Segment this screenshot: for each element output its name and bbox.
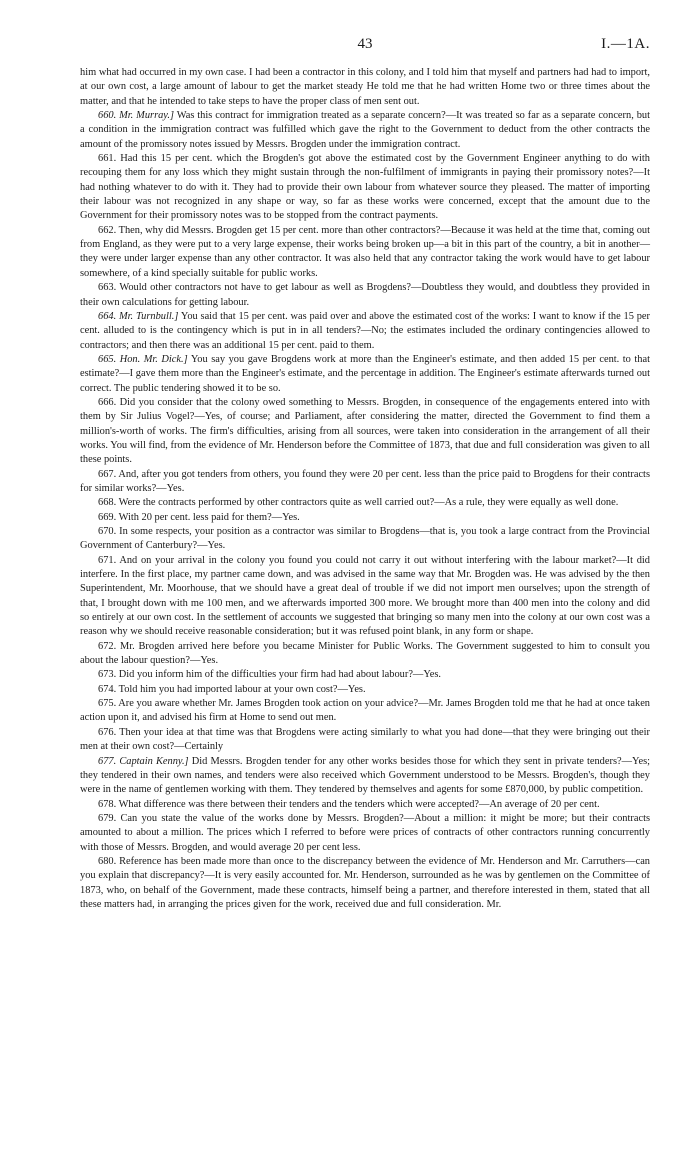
paragraph	[80, 310, 650, 353]
paragraph-text: 662. Then, why did Messrs. Brogden get 15 per cent. more than other contractors?—Because it was held at the time that, coming out from England, as they were put to a very large expense, their works being broken up—a bit in this part of the country, a bit in another—they were under larger expense than any other contractor. It was also held that any contractor taking the work would have to get labour somewhere, of a kind specially suitable for public works.	[80, 224, 650, 279]
paragraph-text: 668. Were the contracts performed by other contractors quite as well carried out?—As a rule, they were equally as well done.	[98, 497, 619, 509]
paragraph	[80, 152, 650, 224]
speaker-label: 664. Mr. Turnbull.]	[98, 310, 179, 322]
page-number: 43	[357, 36, 373, 52]
paragraph-text: 674. Told him you had imported labour at your own cost?—Yes.	[98, 683, 366, 695]
paragraph	[80, 353, 650, 396]
paragraph-text: 676. Then your idea at that time was that Brogdens were acting similarly to what you had done—that they were bringing out their men at their own cost?—Certainly	[80, 726, 650, 753]
paragraph-text: You said that 15 per cent. was paid over and above the estimated cost of the works: I want to know if the 15 per cent. alluded to is the contingency which is put in in all tenders?—No; the estimates included the ordinary contingencies allowed to contractors; and then there was an additional 15 per cent. paid to them.	[80, 310, 651, 351]
paragraph-text: 670. In some respects, your position as a contractor was similar to Brogdens—that is, you took a large contract from the Provincial Government of Canterbury?—Yes.	[80, 526, 650, 552]
paragraph-text: 661. Had this 15 per cent. which the Brogden's got above the estimated cost by the Government Engineer anything to do with recouping them for any loss which they might sustain through the non-fulfilment of immigrants in paying their promissory notes?—It had nothing whatever to do with it. They had to provide their own labour from whatever source they pleased. The matter of importing their labour was not recognized in any shape or way, so far as these works were concerned, except that the amount due to the Government for their promissory notes was to be stopped from the contract payments.	[80, 153, 650, 222]
paragraph	[80, 496, 650, 510]
paragraph	[80, 66, 650, 109]
paragraph	[80, 224, 650, 281]
paragraph-text: 678. What difference was there between their tenders and the tenders which were accepted?—An average of 20 per cent.	[98, 798, 600, 810]
paragraph-text: 673. Did you inform him of the difficulties your firm had had about labour?—Yes.	[98, 669, 442, 681]
paragraph	[80, 554, 650, 640]
paragraph-text: 671. And on your arrival in the colony you found you could not carry it out without interfering with the labour market?—It did interfere. In the first place, my partner came down, and was advised in the same way that Mr. Brogden was. He was advised by the then Superintendent, Mr. Moorhouse, that we should have a great deal of trouble if we did not import men ourselves; upon the strength of that, I brought down with me 100 men, and we afterwards imported 300 more. We brought more than 400 men into the colony and did so entirely at our own cost. In the settlement of accounts we suggested that bringing so many men into the colony at our own cost was a reason why we should receive reasonable consideration; but it was refused point blank, in any form or shape.	[80, 554, 650, 638]
paragraph	[80, 755, 650, 798]
paragraph-text: 680. Reference has been made more than once to the discrepancy between the evidence of Mr. Henderson and Mr. Carruthers—can you explain that discrepancy?—It is very easily accounted for. Mr. Henderson, surrounded as he was by gentlemen on the Committee of 1873, who, on behalf of the Government, made these contracts, himself being a partner, and therefore interested in them, stated that all these matters had, in arranging the prices given for the work, received due and full consideration. Mr.	[80, 855, 650, 910]
paragraph	[80, 683, 650, 697]
page-header	[80, 36, 650, 66]
paragraph	[80, 798, 650, 812]
paragraph	[80, 668, 650, 682]
paragraph-text: Was this contract for immigration treated as a separate concern?—It was treated so far as a separate concern, but a condition in the immigration contract was fulfilled which gave the right to the Government to deduct from the other contracts the amount of the promissory notes issued by Messrs. Brogden under the immigration contract.	[80, 110, 650, 150]
speaker-label: 665. Hon. Mr. Dick.]	[98, 353, 188, 365]
paragraph	[80, 109, 650, 152]
paragraph-text: 667. And, after you got tenders from others, you found they were 20 per cent. less than the price paid to Brogdens for their contracts for similar works?—Yes.	[80, 468, 650, 494]
paragraph-text: 669. With 20 per cent. less paid for them?—Yes.	[98, 511, 300, 523]
speaker-label: 660. Mr. Murray.]	[98, 110, 174, 122]
paragraph	[80, 640, 650, 669]
paragraph	[80, 281, 650, 310]
paragraph	[80, 468, 650, 497]
paragraph-text: You say you gave Brogdens work at more than the Engineer's estimate, and then added 15 per cent. to that estimate?—I gave them more than the Engineer's estimate, and the percentage in addition. The Engineer's estimate afterwards turned out correct. The public tendering showed it to be so.	[80, 353, 650, 394]
paragraph	[80, 511, 650, 525]
paragraph	[80, 726, 650, 755]
paragraph	[80, 525, 650, 554]
paragraph-text: 663. Would other contractors not have to get labour as well as Brogdens?—Doubtless they would, and doubtless they provided in their own calculations for getting labour.	[80, 282, 650, 308]
speaker-label: 677. Captain Kenny.]	[98, 755, 189, 767]
paragraph	[80, 396, 650, 468]
paragraph-text: 666. Did you consider that the colony owed something to Messrs. Brogden, in consequence of the engagements entered into with them by Sir Julius Vogel?—Yes, of course; and Parliament, after considering the matter, directed the Government to find them a million's-worth of works. The firm's difficulties, arising from all sources, were taken into consideration in the arrangement of all their works. You will find, from the evidence of Mr. Henderson before the Committee of 1873, that due and full consideration was given to all these points.	[80, 396, 650, 466]
paragraph-text: Did Messrs. Brogden tender for any other works besides those for which they sent in private tenders?—Yes; they tendered in their own names, and tenders were also received which Government understood to be Messrs. Brogden's, though they were in the name of gentlemen working with them. They tendered by themselves and agents for some £870,000, by public competition.	[80, 755, 650, 796]
paragraph-text: 679. Can you state the value of the works done by Messrs. Brogden?—About a million: it might be more; but their contracts amounted to about a million. The prices which I referred to before were prices of contracts of other contractors running concurrently with those of Messrs. Brogden, and would average 20 per cent less.	[80, 812, 650, 853]
paragraph	[80, 697, 650, 726]
paragraph	[80, 855, 650, 912]
paragraph-text: him what had occurred in my own case. I had been a contractor in this colony, and I told him that myself and partners had had to import, at our own cost, a large amount of labour to get the market steady He told me that he had written Home two or three times about the matter, and that he intended to take steps to have the proper class of men sent out.	[80, 67, 650, 107]
paragraph-text: 672. Mr. Brogden arrived here before you became Minister for Public Works. The Government suggested to him to consult you about the labour question?—Yes.	[80, 640, 650, 667]
document-reference: I.—1A.	[601, 36, 650, 52]
document-body	[80, 66, 650, 912]
paragraph-text: 675. Are you aware whether Mr. James Brogden took action on your advice?—Mr. James Brogden told me that he had at once taken action upon it, and advised his firm at Home to send out men.	[80, 698, 650, 724]
paragraph	[80, 812, 650, 855]
